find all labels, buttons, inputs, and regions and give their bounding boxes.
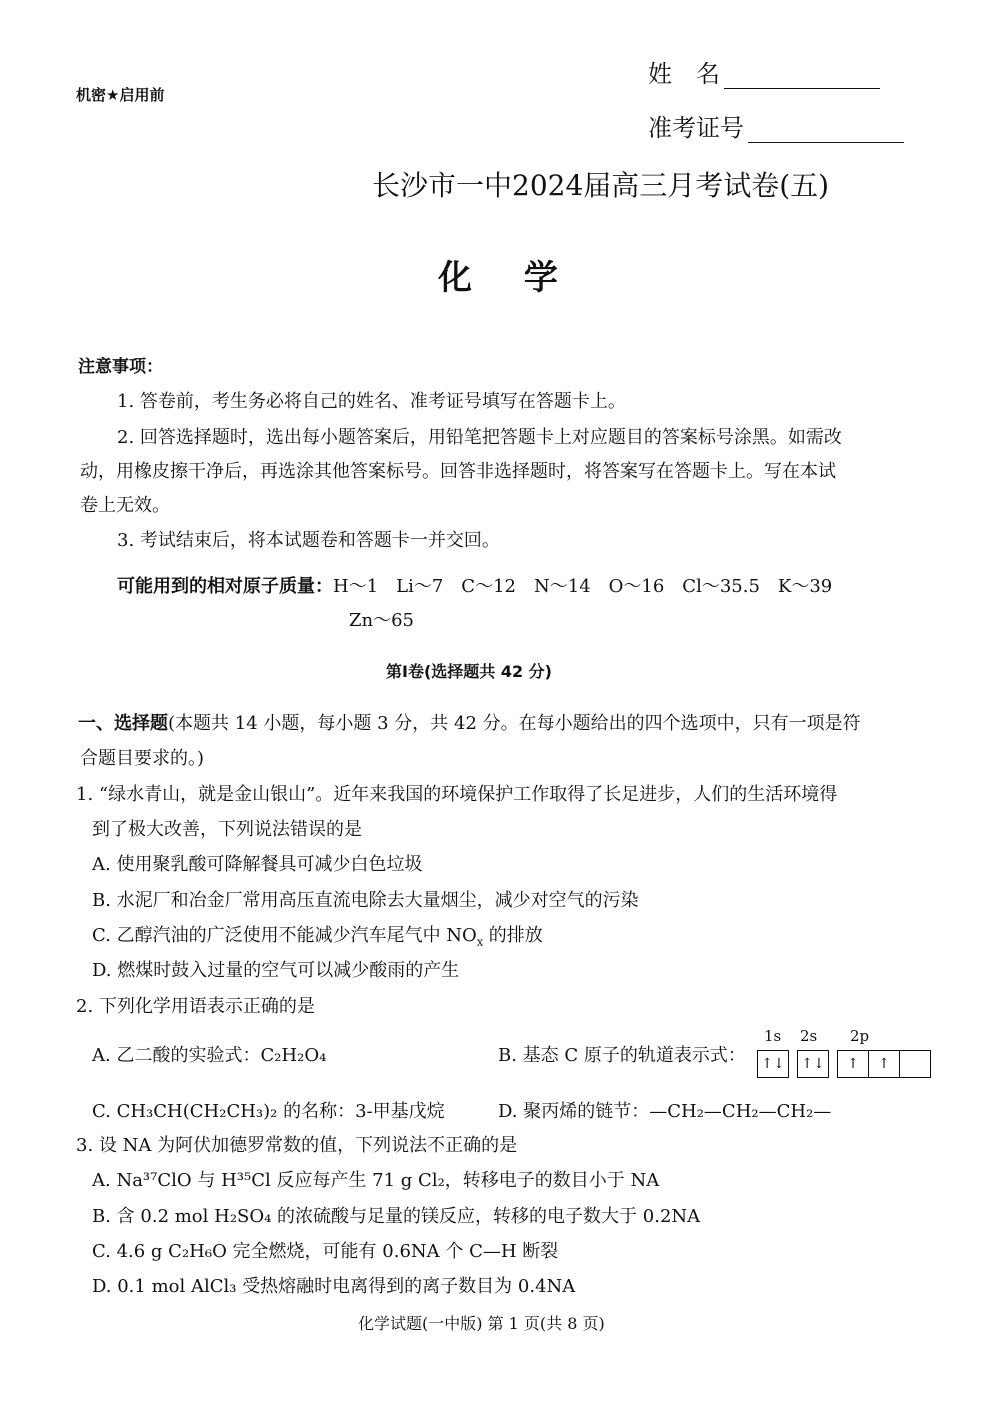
- q1-option-d[interactable]: D. 燃煤时鼓入过量的空气可以减少酸雨的产生: [92, 960, 460, 981]
- exam-id-label: 准考证号: [648, 114, 744, 142]
- atomic-masses-line-1: H～1 Li～7 C～12 N～14 O～16 Cl～35.5 K～39: [333, 576, 833, 597]
- note-1: 1. 答卷前，考生务必将自己的姓名、准考证号填写在答题卡上。: [117, 391, 626, 412]
- atomic-masses: [117, 572, 832, 598]
- note-3: 3. 考试结束后，将本试题卷和答题卡一并交回。: [117, 530, 500, 551]
- orbital-label-2s: 2s: [800, 1027, 818, 1045]
- subject-title: 化 学: [438, 258, 578, 298]
- note-2-line-2: 动，用橡皮擦干净后，再选涂其他答案标号。回答非选择题时，将答案写在答题卡上。写在本试: [80, 461, 836, 482]
- q1-option-c-tail: 的排放: [483, 925, 543, 946]
- note-2-line-3: 卷上无效。: [80, 495, 170, 516]
- name-label: 姓 名: [648, 60, 720, 88]
- q3-option-a[interactable]: A. Na³⁷ClO 与 H³⁵Cl 反应每产生 71 g Cl₂，转移电子的数目小于 NA: [92, 1170, 660, 1191]
- orbital-1s-group: [757, 1050, 789, 1078]
- q3-stem: 3. 设 NA 为阿伏加德罗常数的值，下列说法不正确的是: [76, 1135, 518, 1156]
- name-blank[interactable]: [724, 66, 880, 89]
- section-1-desc-2: 合题目要求的。): [80, 748, 205, 769]
- orbital-1s-box: ↑↓: [757, 1050, 789, 1078]
- q1-stem-1: 1. “绿水青山，就是金山银山”。近年来我国的环境保护工作取得了长足进步，人们的生活环境得: [76, 784, 838, 805]
- q1-option-b[interactable]: B. 水泥厂和冶金厂常用高压直流电除去大量烟尘，减少对空气的污染: [92, 890, 639, 911]
- orbital-2s-box: ↑↓: [797, 1050, 829, 1078]
- q1-option-c[interactable]: [92, 921, 543, 949]
- q2-stem: 2. 下列化学用语表示正确的是: [76, 996, 315, 1017]
- atomic-masses-label: 可能用到的相对原子质量：: [117, 576, 333, 597]
- q1-option-a[interactable]: A. 使用聚乳酸可降解餐具可减少白色垃圾: [92, 854, 423, 875]
- q2-option-d[interactable]: D. 聚丙烯的链节：—CH₂—CH₂—CH₂—: [498, 1101, 832, 1122]
- confidential-label: 机密★启用前: [76, 86, 165, 104]
- section-1-desc: (本题共 14 小题，每小题 3 分，共 42 分。在每小题给出的四个选项中，只有一项是符: [168, 713, 861, 734]
- orbital-label-2p: 2p: [850, 1027, 870, 1045]
- q2-option-a[interactable]: A. 乙二酸的实验式：C₂H₂O₄: [92, 1045, 327, 1066]
- part-1-title: 第Ⅰ卷(选择题共 42 分): [386, 662, 552, 681]
- q2-option-c[interactable]: C. CH₃CH(CH₂CH₃)₂ 的名称：3-甲基戊烷: [92, 1101, 445, 1122]
- exam-title: 长沙市一中2024届高三月考试卷(五): [372, 169, 830, 202]
- orbital-2p-box-2: ↑: [869, 1050, 900, 1078]
- q3-option-b[interactable]: B. 含 0.2 mol H₂SO₄ 的浓硫酸与足量的镁反应，转移的电子数大于 0.2NA: [92, 1206, 701, 1227]
- orbital-diagram: [757, 1050, 939, 1078]
- q2-option-b[interactable]: B. 基态 C 原子的轨道表示式：: [498, 1045, 746, 1066]
- section-1-heading: [78, 709, 861, 735]
- exam-id-field: [648, 108, 904, 143]
- atomic-masses-line-2: Zn～65: [349, 610, 415, 631]
- orbital-2p-box-1: ↑: [837, 1050, 869, 1078]
- name-field: [648, 54, 880, 89]
- exam-id-blank[interactable]: [748, 120, 904, 143]
- orbital-2p-box-3: [900, 1050, 931, 1078]
- page-footer: 化学试题(一中版) 第 1 页(共 8 页): [358, 1314, 605, 1333]
- orbital-2p-group: [837, 1050, 931, 1078]
- q3-option-d[interactable]: D. 0.1 mol AlCl₃ 受热熔融时电离得到的离子数目为 0.4NA: [92, 1276, 576, 1297]
- note-2-line-1: 2. 回答选择题时，选出每小题答案后，用铅笔把答题卡上对应题目的答案标号涂黑。如需改: [117, 427, 842, 448]
- orbital-label-1s: 1s: [764, 1027, 782, 1045]
- notes-heading: 注意事项：: [78, 357, 163, 377]
- q1-stem-2: 到了极大改善，下列说法错误的是: [92, 819, 362, 840]
- q3-option-c[interactable]: C. 4.6 g C₂H₆O 完全燃烧，可能有 0.6NA 个 C—H 断裂: [92, 1241, 559, 1262]
- q1-option-c-text: C. 乙醇汽油的广泛使用不能减少汽车尾气中 NO: [92, 925, 477, 946]
- orbital-2s-group: [797, 1050, 829, 1078]
- section-1-label: 一、选择题: [78, 713, 168, 734]
- q1-option-c-sub: x: [476, 935, 484, 949]
